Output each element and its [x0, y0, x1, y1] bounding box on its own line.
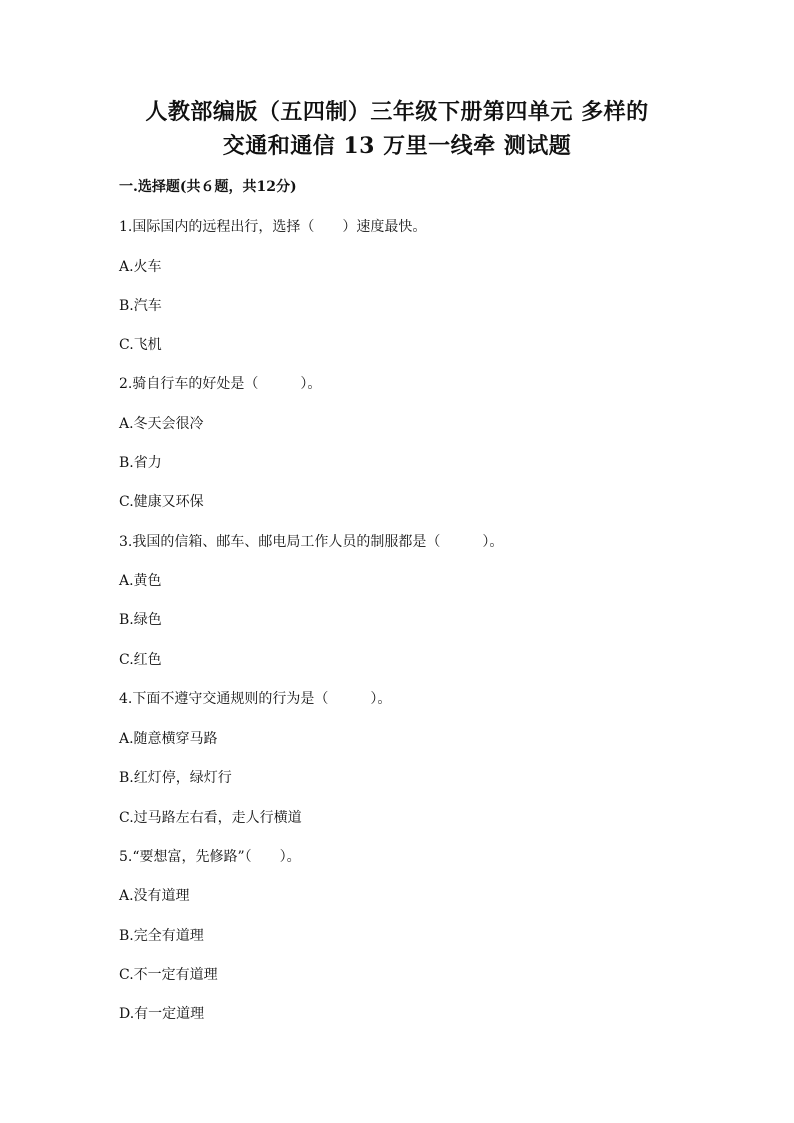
question-4-option-a: A.随意横穿马路 — [119, 731, 218, 747]
question-4-option-b: B.红灯停，绿灯行 — [119, 770, 232, 786]
question-1-option-a: A.火车 — [119, 259, 162, 275]
question-5-stem: 5.“要想富，先修路”（ ）。 — [119, 849, 301, 865]
question-3-option-a: A.黄色 — [119, 573, 162, 589]
question-5-option-b: B.完全有道理 — [119, 928, 204, 944]
document-title-line-2: 交通和通信 13 万里一线牵 测试题 — [222, 133, 572, 159]
question-1-stem: 1.国际国内的远程出行，选择（ ）速度最快。 — [119, 219, 427, 235]
question-5-option-c: C.不一定有道理 — [119, 967, 218, 983]
question-3-option-c: C.红色 — [119, 652, 162, 668]
document-title-line-1: 人教部编版（五四制）三年级下册第四单元 多样的 — [145, 99, 649, 125]
question-1-option-b: B.汽车 — [119, 298, 162, 314]
question-3-stem: 3.我国的信箱、邮车、邮电局工作人员的制服都是（ ）。 — [119, 534, 504, 550]
question-2-option-a: A.冬天会很冷 — [119, 416, 204, 432]
question-1-option-c: C.飞机 — [119, 337, 162, 353]
question-2-option-b: B.省力 — [119, 455, 162, 471]
question-2-option-c: C.健康又环保 — [119, 494, 204, 510]
question-4-stem: 4.下面不遵守交通规则的行为是（ ）。 — [119, 691, 392, 707]
question-4-option-c: C.过马路左右看，走人行横道 — [119, 810, 302, 826]
section-heading: 一.选择题(共６题，共12分) — [119, 179, 297, 195]
question-3-option-b: B.绿色 — [119, 612, 162, 628]
question-5-option-a: A.没有道理 — [119, 888, 190, 904]
question-5-option-d: D.有一定道理 — [119, 1006, 205, 1022]
question-2-stem: 2.骑自行车的好处是（ ）。 — [119, 376, 322, 392]
